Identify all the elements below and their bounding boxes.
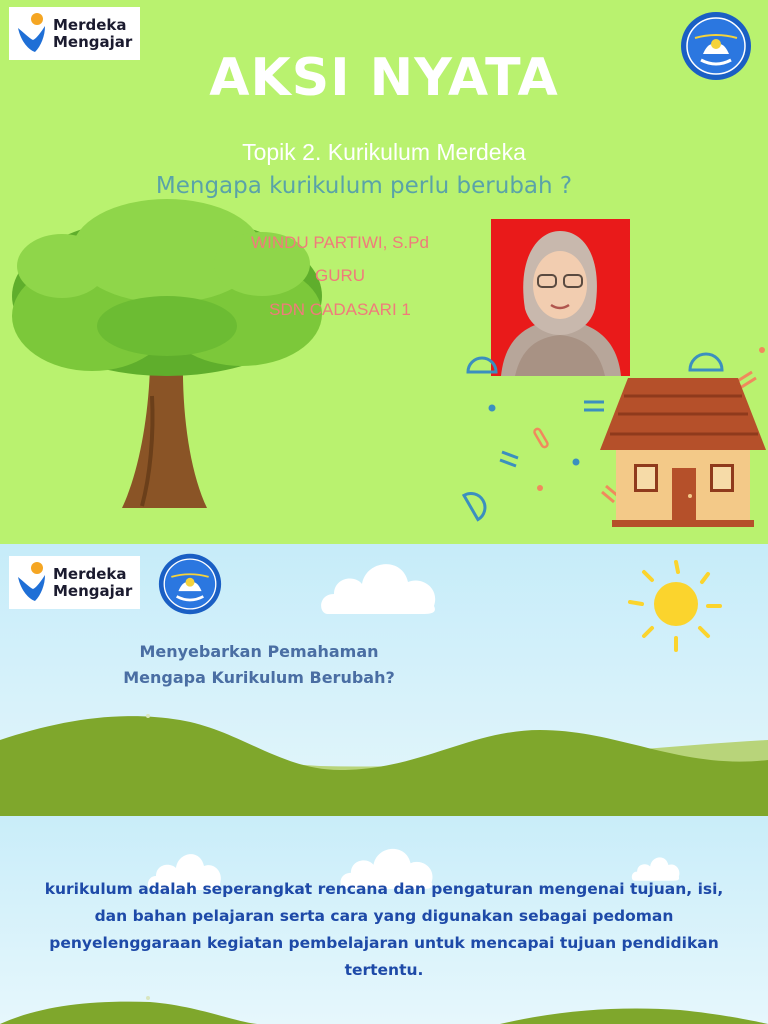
question-heading: Mengapa kurikulum perlu berubah ? xyxy=(155,173,573,199)
tut-wuri-handayani-emblem-icon xyxy=(157,552,223,616)
logo-line-2: Mengajar xyxy=(53,32,133,51)
logo-line-1: Merdeka xyxy=(53,15,127,34)
slide-2 xyxy=(0,544,768,816)
definition-line-4: tertentu. xyxy=(344,961,424,979)
merdeka-mengajar-mark-icon xyxy=(15,561,49,605)
slide2-heading-line-1: Menyebarkan Pemahaman xyxy=(139,642,379,661)
slide2-heading-line-2: Mengapa Kurikulum Berubah? xyxy=(123,668,395,687)
author-school: SDN CADASARI 1 xyxy=(269,300,411,319)
house-illustration-icon xyxy=(598,374,768,530)
logo-text xyxy=(53,566,132,600)
definition-line-1: kurikulum adalah seperangkat rencana dan pengaturan mengenai tujuan, isi, xyxy=(44,880,724,898)
slide-3 xyxy=(0,816,768,1024)
logo-text xyxy=(53,17,132,51)
page-title: AKSI NYATA xyxy=(209,48,559,108)
hills-illustration-icon xyxy=(0,710,768,816)
cloud-icon xyxy=(318,550,442,616)
sun-icon xyxy=(624,558,724,654)
author-name: WINDU PARTIWI, S.Pd xyxy=(251,233,429,252)
hills-illustration-icon xyxy=(0,992,768,1024)
definition-line-3: penyelenggaraan kegiatan pembelajaran untuk mencapai tujuan pendidikan xyxy=(49,934,719,952)
definition-line-2: dan bahan pelajaran serta cara yang digunakan sebagai pedoman xyxy=(94,907,674,925)
topic-subtitle: Topik 2. Kurikulum Merdeka xyxy=(242,139,526,165)
merdeka-mengajar-logo xyxy=(9,556,140,609)
curriculum-definition xyxy=(20,876,748,984)
logo-line-2: Mengajar xyxy=(53,581,133,600)
author-role: GURU xyxy=(314,266,366,285)
logo-line-1: Merdeka xyxy=(53,564,127,583)
